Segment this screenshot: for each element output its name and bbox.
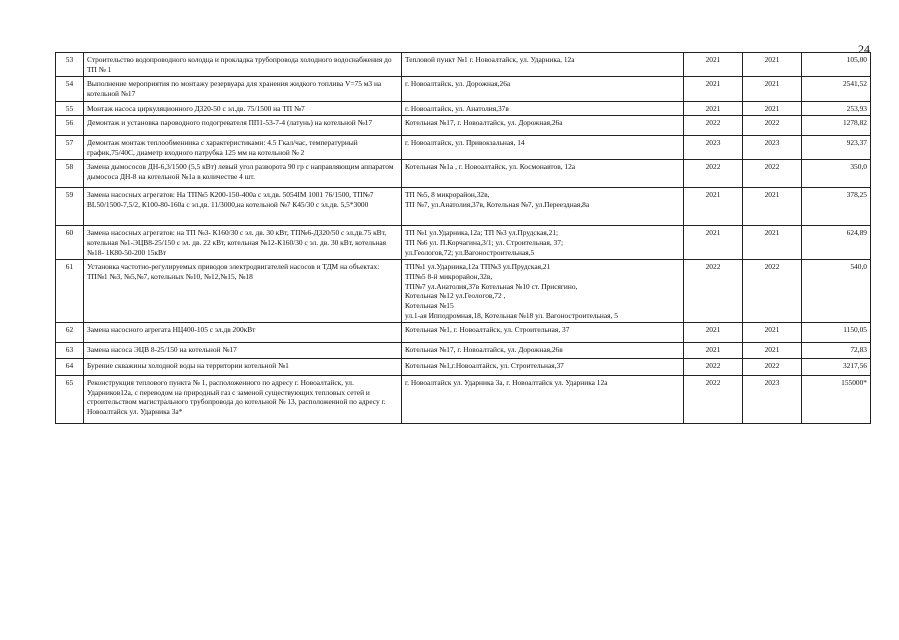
measure-description: Замена дымососов ДН-6,3/1500 (5,5 кВт) левый угол разворота 90 гр с направляющим аппаратом дымососа ДН-8 на котельной №1а в количестве 4 шт.: [84, 160, 402, 188]
row-number: 53: [56, 53, 84, 77]
cost-value: 1278,82: [802, 116, 871, 136]
cost-value: 155000*: [802, 376, 871, 424]
row-number: 65: [56, 376, 84, 424]
object-address: Котельная №1,г.Новоалтайск, ул. Строительная,37: [402, 359, 684, 376]
table-row: [56, 376, 871, 424]
end-year: 2022: [743, 116, 802, 136]
object-address: ТП №1 ул.Ударника,12а; ТП №3 ул.Прудская,21; ТП №6 ул. П.Корчагина,3/1; ул. Строительная, 37; ул.Геологов,72; ул.Вагоностроительная,5: [402, 226, 684, 260]
start-year: 2021: [684, 188, 743, 226]
measure-description: Монтаж насоса циркуляционного Д320-50 с эл.дв. 75/1500 на ТП №7: [84, 101, 402, 116]
table-row: [56, 226, 871, 260]
end-year: 2021: [743, 101, 802, 116]
cost-value: 1150,05: [802, 323, 871, 343]
cost-value: 2541,52: [802, 77, 871, 101]
object-address: ТП №5, 8 микрорайон,32в, ТП №7, ул.Анатолия,37в, Котельная №7, ул.Переездная,8а: [402, 188, 684, 226]
object-address: Тепловой пункт №1 г. Новоалтайск, ул. Ударника, 12а: [402, 53, 684, 77]
row-number: 59: [56, 188, 84, 226]
start-year: 2023: [684, 136, 743, 160]
end-year: 2021: [743, 188, 802, 226]
measure-description: Установка частотно-регулируемых приводов электродвигателей насосов и ТДМ на объектах: ТП№1 №3, №5,№7, котельных №10, №12,№15, №18: [84, 260, 402, 323]
row-number: 58: [56, 160, 84, 188]
measure-description: Демонтаж монтаж теплообменника с характеристиками: 4.5 Гкал/час, температурный график,75/40С, диаметр входного патрубка 125 мм на котельной № 2: [84, 136, 402, 160]
object-address: Котельная №17, г. Новоалтайск, ул. Дорожная,26в: [402, 343, 684, 359]
start-year: 2021: [684, 77, 743, 101]
row-number: 55: [56, 101, 84, 116]
cost-value: 624,89: [802, 226, 871, 260]
end-year: 2021: [743, 323, 802, 343]
table-row: [56, 101, 871, 116]
cost-value: 378,25: [802, 188, 871, 226]
row-number: 62: [56, 323, 84, 343]
start-year: 2021: [684, 53, 743, 77]
cost-value: 253,93: [802, 101, 871, 116]
measures-table: [55, 52, 871, 424]
cost-value: 923,37: [802, 136, 871, 160]
end-year: 2021: [743, 53, 802, 77]
row-number: 61: [56, 260, 84, 323]
start-year: 2022: [684, 260, 743, 323]
table-row: [56, 323, 871, 343]
measure-description: Строительство водопроводного колодца и прокладка трубопровода холодного водоснабжения до ТП № 1: [84, 53, 402, 77]
table-row: [56, 77, 871, 101]
page-number: 24: [858, 42, 870, 56]
start-year: 2022: [684, 376, 743, 424]
start-year: 2022: [684, 359, 743, 376]
measure-description: Выполнение мероприятия по монтажу резервуара для хранения жидкого топлива V=75 м3 на котельной №17: [84, 77, 402, 101]
table-row: [56, 116, 871, 136]
cost-value: 105,00: [802, 53, 871, 77]
end-year: 2023: [743, 376, 802, 424]
table-row: [56, 188, 871, 226]
end-year: 2022: [743, 160, 802, 188]
table-row: [56, 260, 871, 323]
end-year: 2022: [743, 359, 802, 376]
measure-description: Демонтаж и установка пароводного подогревателя ПП1-53-7-4 (латунь) на котельной №17: [84, 116, 402, 136]
table-row: [56, 160, 871, 188]
measure-description: Замена насосных агрегатов: на ТП №3- К160/30 с эл. дв. 30 кВт, ТП№6-Д320/50 с эл.дв.75 кВт, котельная №1-ЭЦВ8-25/150 с эл. дв. 22 кВт, котельная №12-К160/30 с эл. дв. 30 кВт, котельная №18- 1К80-50-200 15кВт: [84, 226, 402, 260]
object-address: г. Новоалтайск, ул. Дорожная,26а: [402, 77, 684, 101]
cost-value: 72,83: [802, 343, 871, 359]
object-address: Котельная №1, г. Новоалтайск, ул. Строительная, 37: [402, 323, 684, 343]
measure-description: Реконструкция теплового пункта № 1, расположенного по адресу г. Новоалтайск, ул. Ударников12а, с переводом на природный газ с заменой существующих тепловых сетей и строительством магистрального трубопровода до котельной № 13, расположенной по адресу г. Новоалтайск ул. Ударника 3а*: [84, 376, 402, 424]
end-year: 2021: [743, 77, 802, 101]
measure-description: Замена насосного агрегата НЦ400-105 с эл.дв 200кВт: [84, 323, 402, 343]
measure-description: Бурение скважины холодной воды на территории котельной №1: [84, 359, 402, 376]
table-row: [56, 359, 871, 376]
end-year: 2022: [743, 260, 802, 323]
start-year: 2021: [684, 343, 743, 359]
measure-description: Замена насоса ЭЦВ 8-25/150 на котельной №17: [84, 343, 402, 359]
start-year: 2021: [684, 101, 743, 116]
object-address: Котельная №1а , г. Новоалтайск, ул. Космонавтов, 12а: [402, 160, 684, 188]
start-year: 2021: [684, 226, 743, 260]
object-address: г. Новоалтайск, ул. Привокзальная, 14: [402, 136, 684, 160]
row-number: 56: [56, 116, 84, 136]
cost-value: 3217,56: [802, 359, 871, 376]
object-address: ТП№1 ул.Ударника,12а ТП№3 ул.Прудская,21 ТП№5 8-й микрорайон,32в, ТП№7 ул.Анатолия,37в Котельная №10 ст. Присягино, Котельная №12 ул.Геологов,72 , Котельная №15 ул.1-ая Ипподромная,18, Котельная №18 ул. Вагоностроительная, 5: [402, 260, 684, 323]
object-address: г. Новоалтайск ул. Ударника 3а, г. Новоалтайск ул. Ударника 12а: [402, 376, 684, 424]
table-row: [56, 136, 871, 160]
start-year: 2022: [684, 116, 743, 136]
row-number: 60: [56, 226, 84, 260]
cost-value: 540,0: [802, 260, 871, 323]
row-number: 64: [56, 359, 84, 376]
end-year: 2023: [743, 136, 802, 160]
object-address: Котельная №17, г. Новоалтайск, ул. Дорожная,26а: [402, 116, 684, 136]
start-year: 2022: [684, 160, 743, 188]
row-number: 57: [56, 136, 84, 160]
measure-description: Замена насосных агрегатов: На ТП№5 К200-150-400а с эл.дв. 5054IM 1001 76/1500, ТП№7 BL50/1500-7,5/2, К100-80-160а с эл.дв. 11/3000,на котельной №7 К45/30 с эл.дв. 5,5*3000: [84, 188, 402, 226]
object-address: г. Новоалтайск, ул. Анатолия,37в: [402, 101, 684, 116]
row-number: 63: [56, 343, 84, 359]
table-body: [56, 53, 871, 424]
cost-value: 350,0: [802, 160, 871, 188]
end-year: 2021: [743, 343, 802, 359]
table-row: [56, 343, 871, 359]
row-number: 54: [56, 77, 84, 101]
start-year: 2021: [684, 323, 743, 343]
end-year: 2021: [743, 226, 802, 260]
table-row: [56, 53, 871, 77]
